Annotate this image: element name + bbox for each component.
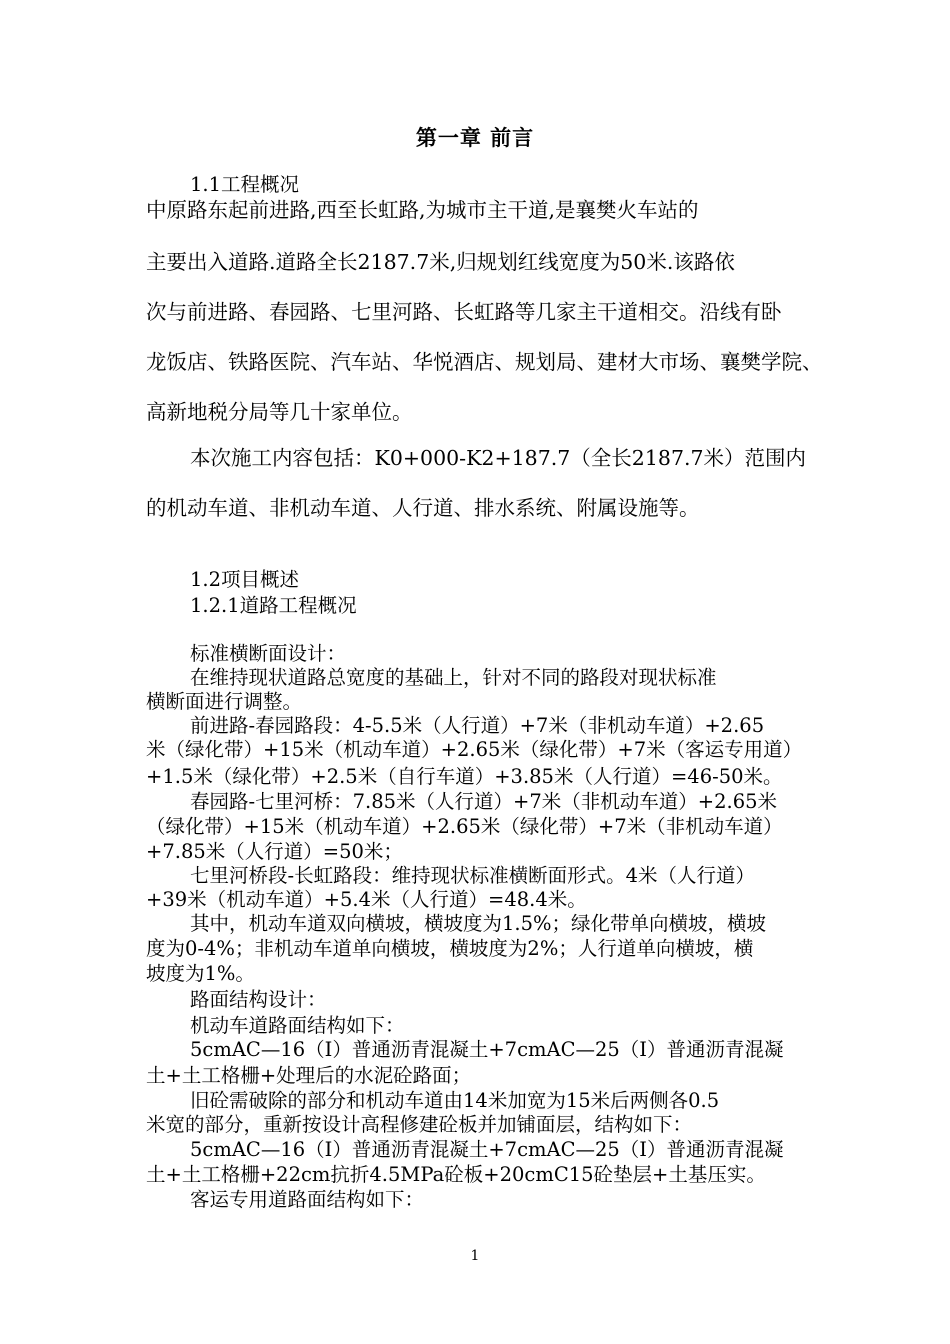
text-line: 土+土工格栅+22cm抗折4.5MPa砼板+20cmC15砼垫层+土基压实。	[146, 1163, 766, 1186]
text-line: 米（绿化带）+15米（机动车道）+2.65米（绿化带）+7米（客运专用道）	[146, 738, 803, 761]
text-line: 坡度为1%。	[146, 962, 255, 985]
text-line: 米宽的部分，重新按设计高程修建砼板并加铺面层，结构如下：	[146, 1113, 693, 1136]
text-line: 标准横断面设计：	[190, 642, 347, 665]
text-line: 5cmAC—16（Ⅰ）普通沥青混凝土+7cmAC—25（Ⅰ）普通沥青混凝	[190, 1038, 784, 1061]
text-line: 的机动车道、非机动车道、人行道、排水系统、附属设施等。	[146, 496, 700, 520]
text-line: 1.1工程概况	[190, 173, 300, 196]
text-line: 土+土工格栅+处理后的水泥砼路面；	[146, 1064, 472, 1087]
page-number: 1	[470, 1248, 480, 1264]
text-line: 1.2项目概述	[190, 568, 300, 591]
text-line: +39米（机动车道）+5.4米（人行道）=48.4米。	[146, 888, 587, 911]
text-line: 旧砼需破除的部分和机动车道由14米加宽为15米后两侧各0.5	[190, 1089, 720, 1112]
text-line: 1.2.1道路工程概况	[190, 594, 357, 617]
text-line: 前进路-春园路段：4-5.5米（人行道）+7米（非机动车道）+2.65	[190, 714, 765, 737]
text-line: 5cmAC—16（Ⅰ）普通沥青混凝土+7cmAC—25（Ⅰ）普通沥青混凝	[190, 1138, 784, 1161]
text-line: 次与前进路、春园路、七里河路、长虹路等几家主干道相交。沿线有卧	[146, 300, 782, 324]
chapter-title: 第一章 前言	[415, 125, 535, 150]
text-line: （绿化带）+15米（机动车道）+2.65米（绿化带）+7米（非机动车道）	[146, 815, 783, 838]
text-line: 本次施工内容包括：K0+000-K2+187.7（全长2187.7米）范围内	[190, 446, 807, 470]
text-line: 七里河桥段-长虹路段：维持现状标准横断面形式。4米（人行道）	[190, 864, 755, 887]
text-line: 高新地税分局等几十家单位。	[146, 400, 413, 424]
text-line: 春园路-七里河桥：7.85米（人行道）+7米（非机动车道）+2.65米	[190, 790, 778, 813]
text-line: 主要出入道路.道路全长2187.7米,归规划红线宽度为50米.该路依	[146, 250, 735, 274]
text-line: 龙饭店、铁路医院、汽车站、华悦酒店、规划局、建材大市场、襄樊学院、	[146, 350, 823, 374]
text-line: 路面结构设计：	[190, 988, 327, 1011]
text-line: 度为0-4%；非机动车道单向横坡，横坡度为2%；人行道单向横坡，横	[146, 937, 754, 960]
text-line: 在维持现状道路总宽度的基础上，针对不同的路段对现状标准	[190, 666, 717, 689]
text-line: +1.5米（绿化带）+2.5米（自行车道）+3.85米（人行道）=46-50米。	[146, 765, 783, 788]
text-line: 客运专用道路面结构如下：	[190, 1188, 425, 1211]
text-line: 其中，机动车道双向横坡，横坡度为1.5%；绿化带单向横坡，横坡	[190, 912, 767, 935]
text-line: 中原路东起前进路,西至长虹路,为城市主干道,是襄樊火车站的	[146, 198, 699, 222]
text-line: 横断面进行调整。	[146, 690, 303, 713]
text-line: 机动车道路面结构如下：	[190, 1014, 405, 1037]
text-line: +7.85米（人行道）=50米；	[146, 840, 403, 863]
